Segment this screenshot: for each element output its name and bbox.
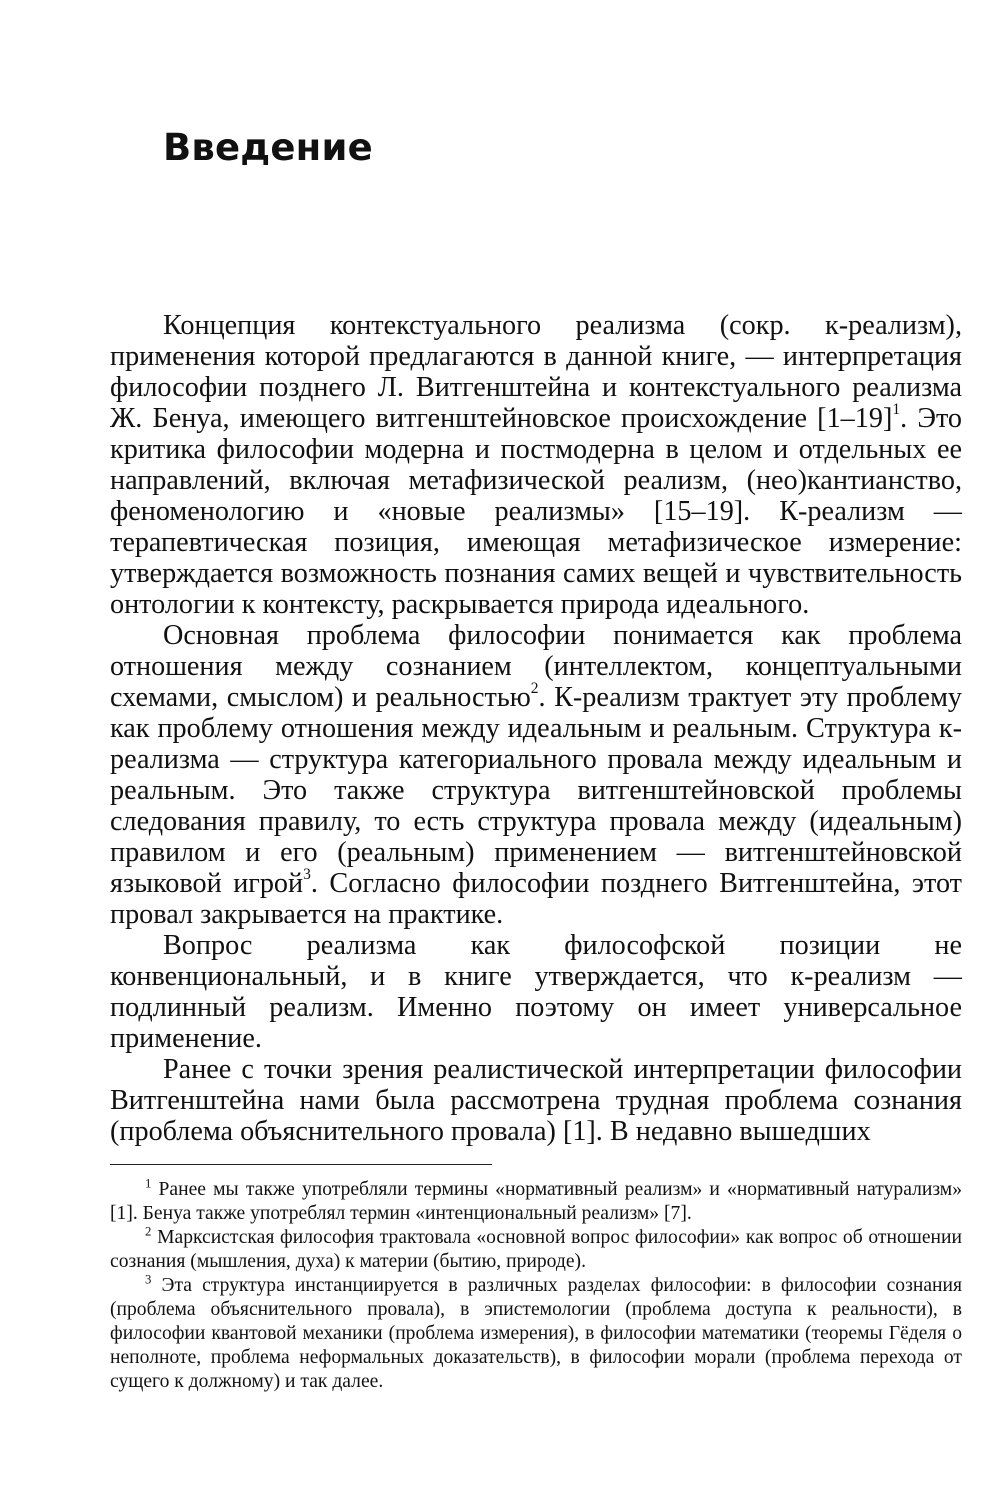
paragraph-3	[110, 930, 962, 1054]
footnote-text: Марксистская философия трактовала «основной вопрос философии» как вопрос об отношении сознания (мышления, духа) к материи (бытию, природе).	[110, 1227, 962, 1272]
paragraph-text: Ранее с точки зрения реалистической интерпретации философии Витгенштейна нами была рассмотрена трудная проблема сознания (проблема объяснительного провала) [1]. В недавно вышедших	[110, 1054, 962, 1147]
paragraph-2	[110, 620, 962, 930]
footnote-ref-1: 1	[892, 400, 901, 418]
footnotes	[110, 1178, 962, 1394]
paragraph-text: . Это критика философии модерна и постмодерна в целом и отдельных ее направлений, включая метафизической реализм, (нео)кантианство, феноменологию и «новые реализмы» [15–19]. К-реализм — терапевтическая позиция, имеющая метафизическое измерение: утверждается возможность познания самих вещей и чувствительность онтологии к контексту, раскрывается природа идеального.	[110, 403, 963, 620]
footnote-3	[110, 1274, 962, 1394]
footnote-text: Эта структура инстанциируется в различных разделах философии: в философии сознания (проблема объяснительного провала), в эпистемологии (проблема доступа к реальности), в философии квантовой механики (проблема измерения), в философии математики (теоремы Гёделя о неполноте, проблема неформальных доказательств), в философии морали (проблема перехода от сущего к должному) и так далее.	[110, 1275, 962, 1392]
paragraph-text: Вопрос реализма как философской позиции не конвенциональный, и в книге утверждается, что к-реализм — подлинный реализм. Именно поэтому он имеет универсальное применение.	[110, 930, 962, 1054]
footnote-text: Ранее мы также употребляли термины «нормативный реализм» и «нормативный натурализм» [1]. Бенуа также употреблял термин «интенциональный реализм» [7].	[110, 1179, 962, 1224]
paragraph-text: . К-реализм трактует эту проблему как проблему отношения между идеальным и реальным. Структура к-реализма — структура категориального провала между идеальным и реальным. Это также структура витгенштейновской проблемы следования правилу, то есть структура провала между (идеальным) правилом и его (реальным) применением — витгенштейновской языковой игрой	[110, 682, 963, 899]
footnote-number: 1	[145, 1176, 152, 1191]
footnote-ref-3: 3	[303, 865, 311, 883]
chapter-heading: Введение	[163, 126, 373, 169]
paragraph-1	[110, 310, 962, 620]
footnote-number: 2	[145, 1224, 152, 1239]
paragraph-text: Концепция контекстуального реализма (сокр. к-реализм), применения которой предлагаются в данной книге, — интерпретация философии позднего Л. Витгенштейна и контекстуального реализма Ж. Бенуа, имеющего витгенштейновское происхождение [1–19]	[110, 310, 962, 434]
paragraph-4	[110, 1054, 962, 1147]
main-text	[110, 310, 962, 1147]
paragraph-text: . Согласно философии позднего Витгенштейна, этот провал закрывается на практике.	[110, 868, 963, 930]
footnote-divider	[110, 1164, 492, 1165]
footnote-ref-2: 2	[530, 679, 539, 697]
footnote-number: 3	[145, 1272, 152, 1287]
paragraph-text: Основная проблема философии понимается как проблема отношения между сознанием (интеллектом, концептуальными схемами, смыслом) и реальностью	[110, 620, 962, 713]
footnote-2	[110, 1226, 962, 1274]
footnote-1	[110, 1178, 962, 1226]
